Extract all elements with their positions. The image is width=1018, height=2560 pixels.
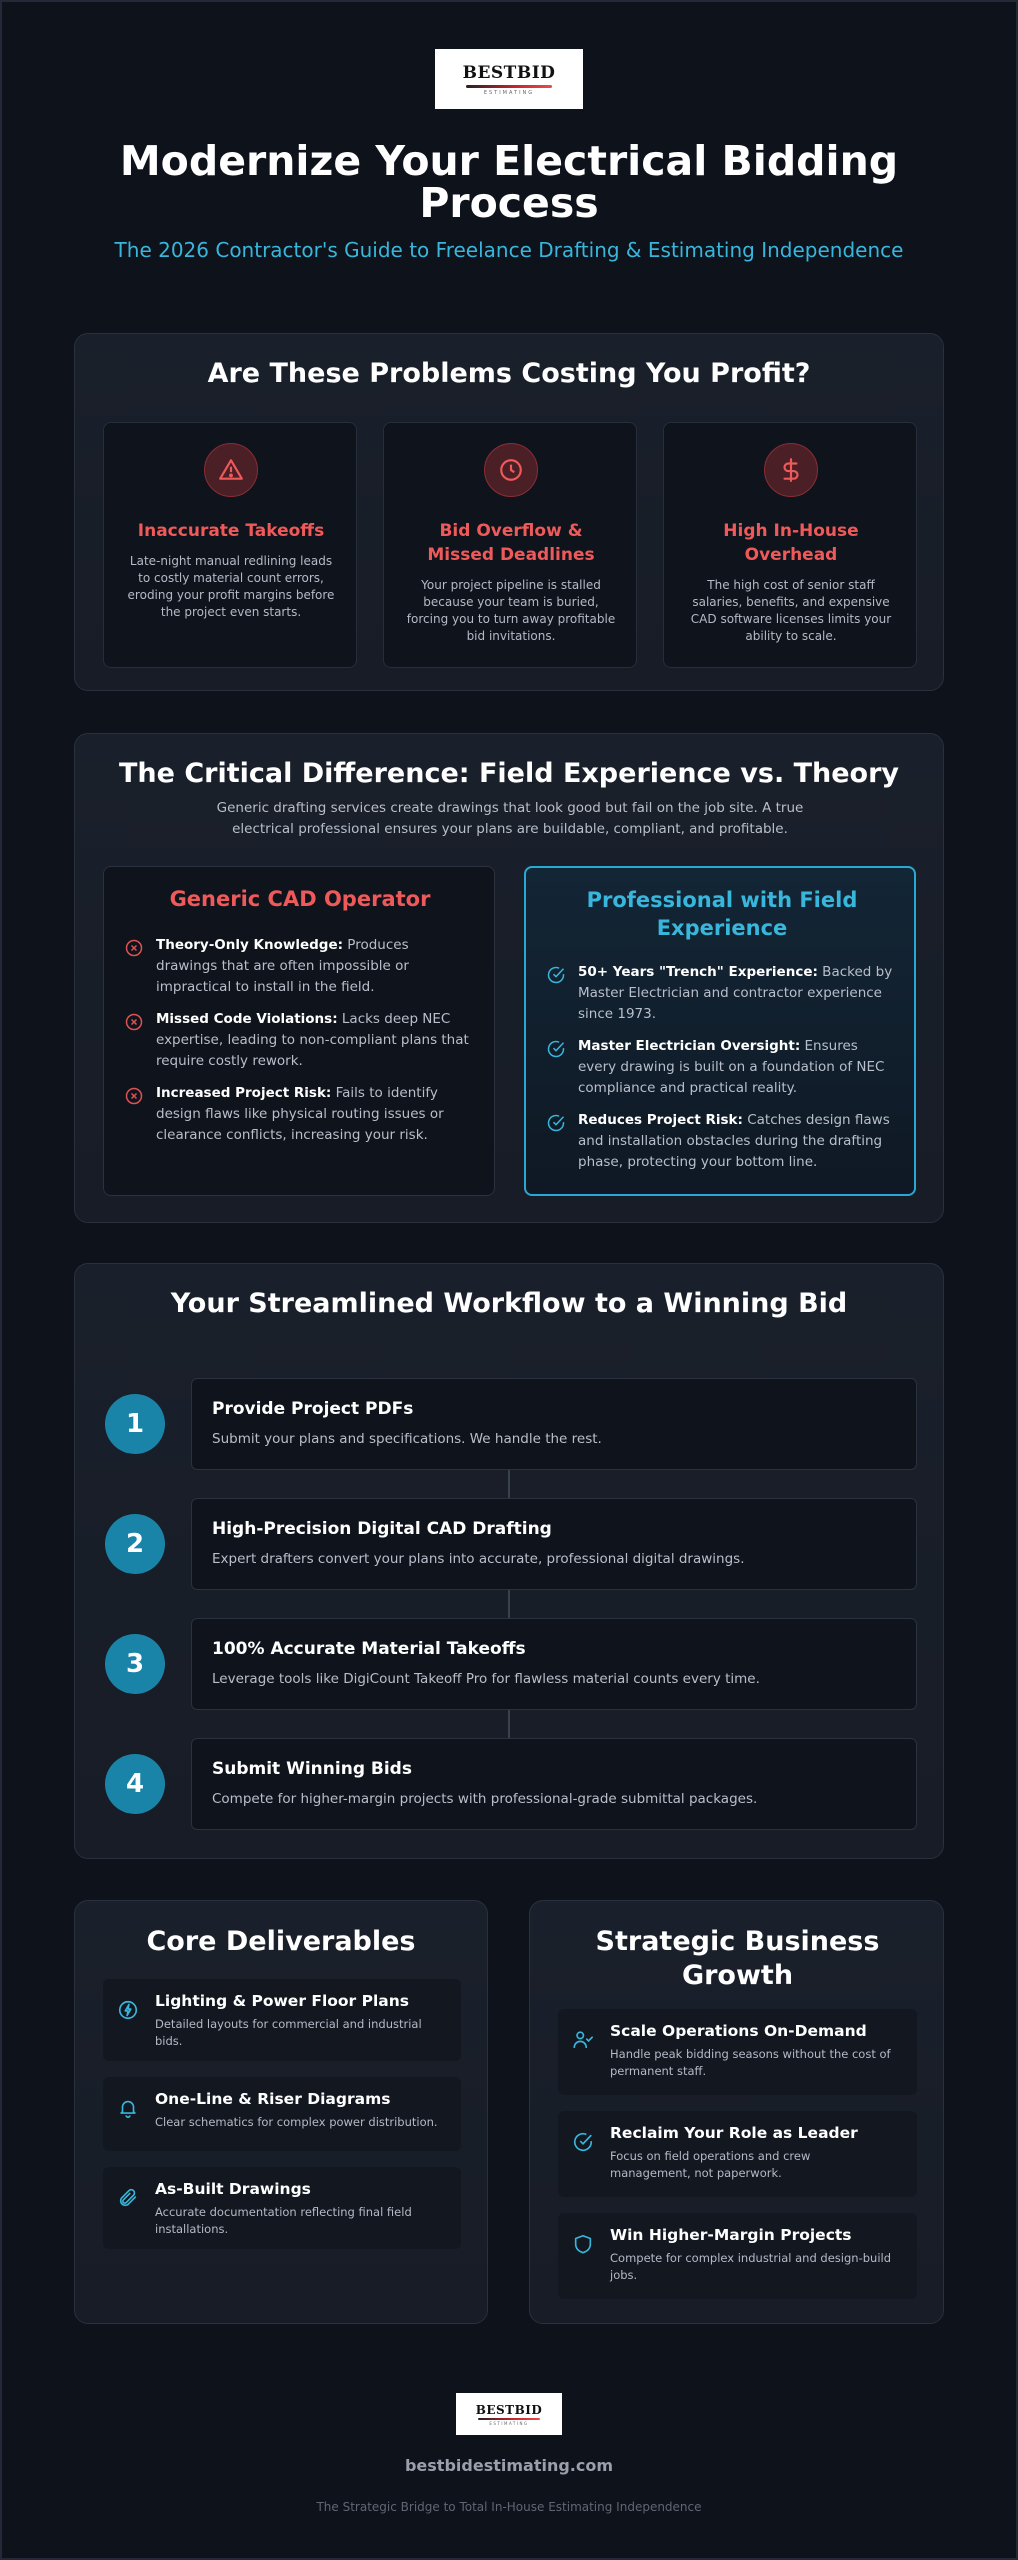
bell-icon bbox=[117, 2097, 139, 2119]
footer-logo bbox=[456, 2393, 562, 2435]
workflow-step bbox=[191, 1378, 917, 1470]
step-connector bbox=[508, 1470, 510, 1498]
growth-item-title: Reclaim Your Role as Leader bbox=[610, 2124, 858, 2142]
difference-panel bbox=[74, 733, 944, 1223]
logo-swoosh bbox=[478, 2418, 540, 2420]
workflow-step bbox=[191, 1618, 917, 1710]
deliverable-item bbox=[103, 2077, 461, 2151]
problems-title: Are These Problems Costing You Profit? bbox=[207, 358, 811, 389]
paperclip-icon bbox=[117, 2187, 139, 2209]
deliverables-title: Core Deliverables bbox=[146, 1926, 416, 1957]
dollar-icon bbox=[764, 443, 818, 497]
footer-tagline: The Strategic Bridge to Total In-House Estimating Independence bbox=[316, 2500, 702, 2514]
logo-wordmark: BESTBID bbox=[462, 62, 556, 83]
check-circle-icon bbox=[546, 1113, 566, 1133]
growth-item-title: Scale Operations On-Demand bbox=[610, 2022, 867, 2040]
step-title: Provide Project PDFs bbox=[212, 1399, 414, 1419]
growth-item bbox=[558, 2213, 917, 2299]
step-desc: Compete for higher-margin projects with professional-grade submittal packages. bbox=[212, 1791, 758, 1807]
difference-intro: Generic drafting services create drawings that look good but fail on the job site. A true electrical professional ensures your plans are buildable, compliant, and profitable. bbox=[216, 800, 804, 837]
workflow-title: Your Streamlined Workflow to a Winning Bid bbox=[170, 1288, 848, 1319]
problem-desc: Late-night manual redlining leads to costly material count errors, eroding your profit margins before the project even starts. bbox=[127, 554, 335, 619]
growth-item-desc: Compete for complex industrial and design-build jobs. bbox=[610, 2251, 892, 2282]
deliverable-desc: Accurate documentation reflecting final field installations. bbox=[155, 2205, 412, 2236]
step-number-badge: 1 bbox=[105, 1394, 165, 1454]
lightning-icon bbox=[117, 1999, 139, 2021]
growth-item-title: Win Higher-Margin Projects bbox=[610, 2226, 852, 2244]
problem-card bbox=[103, 422, 357, 668]
check-circle-icon bbox=[546, 1039, 566, 1059]
generic-item-text: Missed Code Violations: Lacks deep NEC expertise, leading to non-compliant plans that require costly rework. bbox=[156, 1011, 469, 1069]
logo-wordmark: BESTBID bbox=[475, 2402, 543, 2417]
step-title: High-Precision Digital CAD Drafting bbox=[212, 1519, 552, 1539]
professional-item-text: 50+ Years "Trench" Experience: Backed by Master Electrician and contractor experience since 1973. bbox=[578, 964, 893, 1022]
user-check-icon bbox=[572, 2029, 594, 2051]
difference-title: The Critical Difference: Field Experience vs. Theory bbox=[118, 758, 900, 789]
growth-item-desc: Focus on field operations and crew management, not paperwork. bbox=[610, 2149, 811, 2180]
step-number-badge: 4 bbox=[105, 1754, 165, 1814]
problem-title: High In-House Overhead bbox=[723, 521, 859, 565]
logo-tagline: ESTIMATING bbox=[489, 2420, 529, 2426]
deliverable-desc: Clear schematics for complex power distribution. bbox=[155, 2115, 438, 2129]
warning-triangle-icon bbox=[204, 443, 258, 497]
page-subtitle: The 2026 Contractor's Guide to Freelance Drafting & Estimating Independence bbox=[114, 238, 904, 262]
shield-icon bbox=[572, 2233, 594, 2255]
step-title: Submit Winning Bids bbox=[212, 1759, 412, 1779]
logo-tagline: ESTIMATING bbox=[483, 89, 535, 96]
logo-swoosh bbox=[466, 85, 552, 88]
generic-item-text: Increased Project Risk: Fails to identify design flaws like physical routing issues or clearance conflicts, increasing your risk. bbox=[156, 1085, 444, 1143]
generic-cad-column bbox=[103, 866, 495, 1196]
growth-item bbox=[558, 2009, 917, 2095]
step-connector bbox=[508, 1710, 510, 1738]
deliverables-panel bbox=[74, 1900, 488, 2324]
professional-item-text: Reduces Project Risk: Catches design flaws and installation obstacles during the drafting phase, protecting your bottom line. bbox=[578, 1112, 890, 1170]
brand-logo bbox=[435, 49, 583, 109]
footer-url-link[interactable]: bestbidestimating.com bbox=[404, 2456, 614, 2475]
professional-item-text: Master Electrician Oversight: Ensures every drawing is built on a foundation of NEC compliance and practical reality. bbox=[578, 1038, 885, 1096]
step-desc: Leverage tools like DigiCount Takeoff Pro for flawless material counts every time. bbox=[212, 1671, 760, 1687]
step-number-badge: 3 bbox=[105, 1634, 165, 1694]
x-circle-icon bbox=[124, 1012, 144, 1032]
problem-title: Inaccurate Takeoffs bbox=[137, 521, 325, 541]
workflow-step bbox=[191, 1498, 917, 1590]
professional-column bbox=[524, 866, 916, 1196]
workflow-step bbox=[191, 1738, 917, 1830]
growth-item-desc: Handle peak bidding seasons without the cost of permanent staff. bbox=[610, 2047, 891, 2078]
problems-panel bbox=[74, 333, 944, 691]
growth-title: Strategic Business Growth bbox=[595, 1926, 880, 1991]
x-circle-icon bbox=[124, 1086, 144, 1106]
problem-card bbox=[663, 422, 917, 668]
generic-column-title: Generic CAD Operator bbox=[169, 887, 431, 911]
check-circle-icon bbox=[572, 2131, 594, 2153]
step-desc: Submit your plans and specifications. We handle the rest. bbox=[212, 1431, 602, 1447]
generic-item-text: Theory-Only Knowledge: Produces drawings that are often impossible or impractical to install in the field. bbox=[156, 937, 409, 995]
deliverable-item bbox=[103, 1979, 461, 2061]
professional-column-title: Professional with Field Experience bbox=[586, 888, 858, 940]
step-number-badge: 2 bbox=[105, 1514, 165, 1574]
deliverable-title: As-Built Drawings bbox=[155, 2180, 311, 2198]
clock-icon bbox=[484, 443, 538, 497]
x-circle-icon bbox=[124, 938, 144, 958]
deliverable-title: Lighting & Power Floor Plans bbox=[155, 1992, 409, 2010]
deliverable-item bbox=[103, 2167, 461, 2249]
problem-desc: The high cost of senior staff salaries, benefits, and expensive CAD software licenses limits your ability to scale. bbox=[690, 578, 892, 643]
deliverable-desc: Detailed layouts for commercial and industrial bids. bbox=[155, 2017, 422, 2048]
workflow-panel bbox=[74, 1263, 944, 1859]
step-connector bbox=[508, 1590, 510, 1618]
problem-card bbox=[383, 422, 637, 668]
problem-title: Bid Overflow & Missed Deadlines bbox=[427, 521, 595, 565]
deliverable-title: One-Line & Riser Diagrams bbox=[155, 2090, 391, 2108]
page-title: Modernize Your Electrical Bidding Process bbox=[119, 137, 899, 227]
problem-desc: Your project pipeline is stalled because your team is buried, forcing you to turn away profitable bid invitations. bbox=[406, 578, 616, 643]
growth-panel bbox=[529, 1900, 944, 2324]
step-desc: Expert drafters convert your plans into accurate, professional digital drawings. bbox=[212, 1551, 745, 1567]
check-circle-icon bbox=[546, 965, 566, 985]
step-title: 100% Accurate Material Takeoffs bbox=[212, 1639, 526, 1659]
growth-item bbox=[558, 2111, 917, 2197]
